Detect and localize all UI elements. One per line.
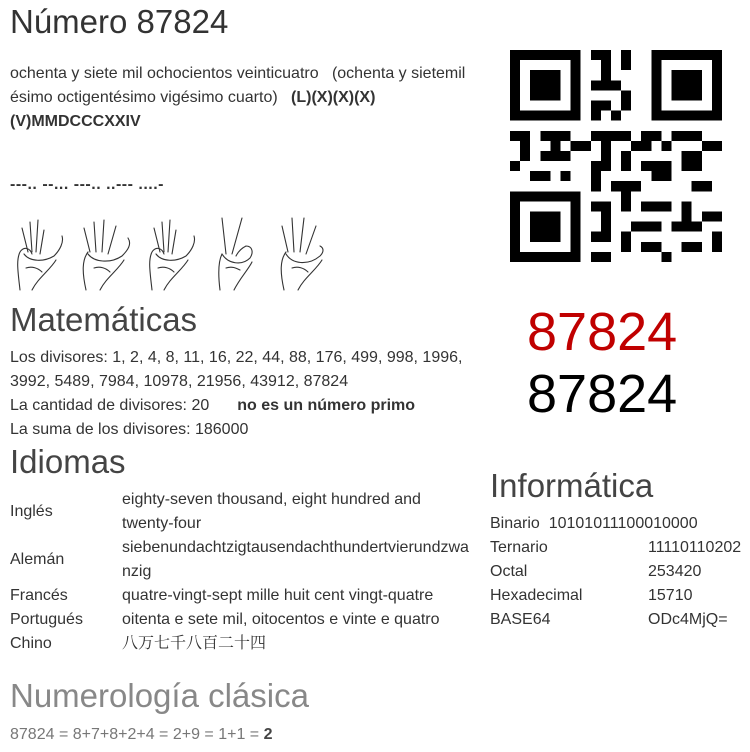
language-name: Inglés [10,503,53,520]
numerology-line [10,724,272,746]
words-spanish: ochenta y siete mil ochocientos veinticuatro [10,65,319,82]
language-name: Portugués [10,611,83,628]
hand-sign-8b-icon [150,220,195,290]
languages-table [10,488,472,656]
info-key: Ternario [490,539,548,556]
roman-numeral: (L)(X)(X)(X)(V)MMDCCCXXIV [10,89,376,130]
divisors-list: Los divisores: 1, 2, 4, 8, 11, 16, 22, 44, 88, 176, 499, 998, 1996, 3992, 5489, 7984, 10978, 21956, 43912, 87824 [10,349,463,390]
language-text: oitenta e sete mil, oitocentos e vinte e quatro [122,611,440,628]
big-number-red: 87824 [527,302,678,362]
languages-heading: Idiomas [10,443,126,480]
info-key: BASE64 [490,611,551,628]
table-row [490,536,746,560]
divisor-count-line [10,394,480,418]
numerology-equation: 87824 = 8+7+8+2+4 = 2+9 = 1+1 = [10,726,264,743]
ordinal-spanish: (ochenta y sietemil ésimo octigentésimo vigésimo cuarto) [10,65,466,106]
numerology-result: 2 [263,726,273,743]
table-row [490,560,746,584]
informatics-table [490,512,746,632]
table-row [490,584,746,608]
language-name: Alemán [10,551,65,568]
page-title: Número 87824 [10,3,229,40]
math-section [10,346,480,442]
language-name: Francés [10,587,68,604]
numerology-heading: Numerología clásica [10,677,309,714]
info-value: 253420 [648,563,702,580]
info-value: 10101011100010000 [548,515,698,532]
table-row [10,536,472,584]
informatics-heading: Informática [490,467,654,504]
language-text: quatre-vingt-sept mille huit cent vingt-quatre [122,587,434,604]
hand-sign-8-icon [18,220,63,290]
info-key: Binario [490,515,540,532]
divisor-count: La cantidad de divisores: 20 [10,397,210,414]
table-row [10,584,472,608]
table-row [10,632,472,656]
language-text: eighty-seven thousand, eight hundred and twenty-four [122,491,421,532]
qr-code-icon [510,50,722,262]
hand-sign-7-icon [83,220,129,290]
language-name: Chino [10,635,52,652]
info-key: Octal [490,563,528,580]
big-number-black: 87824 [527,364,678,424]
language-text: siebenundachtzigtausendachthundertvierundzwanzig [122,539,469,580]
hand-sign-2-icon [219,218,252,290]
binary-row [490,512,746,536]
info-value: 11110110202 [648,539,742,556]
info-value: 15710 [648,587,693,604]
divisor-sum: La suma de los divisores: 186000 [10,421,249,438]
table-row [490,608,746,632]
info-key: Hexadecimal [490,587,583,604]
number-words [10,62,482,134]
table-row [10,488,472,536]
table-row [490,512,746,536]
math-heading: Matemáticas [10,301,198,338]
hand-sign-4-icon [281,218,323,290]
prime-status: no es un número primo [237,397,416,414]
morse-code: ---.. --... ---.. ..--- ....- [10,176,165,193]
table-row [10,608,472,632]
sign-language-hands [10,212,332,292]
info-value: ODc4MjQ= [648,611,728,628]
language-text: 八万七千八百二十四 [122,635,267,652]
